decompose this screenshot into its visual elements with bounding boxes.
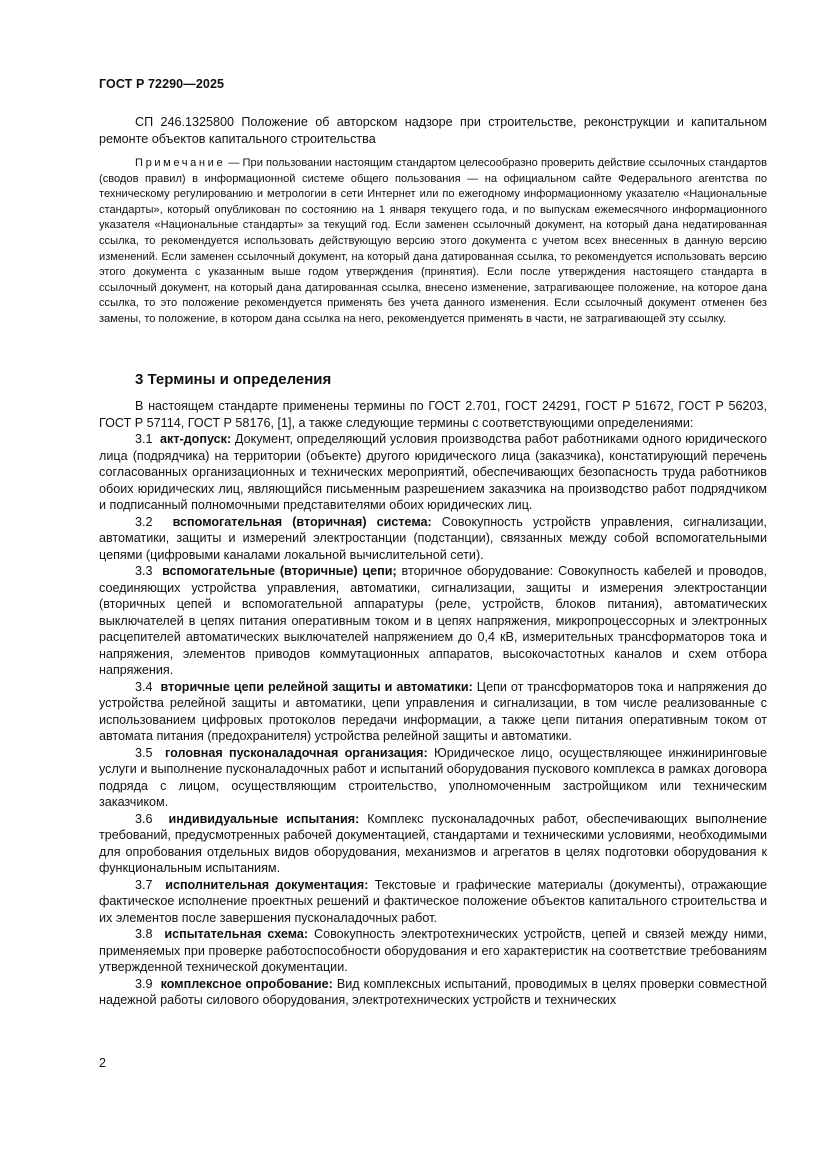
note-label: Примечание bbox=[135, 157, 226, 169]
note-text: — При пользовании настоящим стандартом целесообразно проверить действие ссылочных стандартов (сводов правил) в информационной системе общего пользования — на официальном сайте Федерального агентства по техническому регулированию и метрологии в сети Интернет или по ежегодному информационному указателю «Национальные стандарты», который опубликован по состоянию на 1 января текущего года, и по выпускам ежемесячного информационного указателя «Национальные стандарты» за текущий год. Если заменен ссылочный документ, на который дана недатированная ссылка, то рекомендуется использовать действующую версию этого документа с учетом всех внесенных в данную версию изменений. Если заменен ссылочный документ, на который дана датированная ссылка, то рекомендуется использовать версию этого документа с указанным выше годом утверждения (принятия). Если после утверждения настоящего стандарта в ссылочный документ, на который дана датированная ссылка, внесено изменение, затрагивающее положение, на которое дана ссылка, то это положение рекомендуется применять без учета данного изменения. Если ссылочный документ отменен без замены, то положение, в котором дана ссылка на него, рекомендуется применять в части, не затрагивающей эту ссылку. bbox=[99, 157, 767, 325]
term-number: 3.9 bbox=[135, 976, 153, 991]
term-definition: Текстовые и графические материалы (документы), отражающие фактическое исполнение проектных решений и фактическое положение объектов капитального строительства и их элементов после завершения пусконаладочных работ. bbox=[99, 877, 767, 925]
term-3-5 bbox=[99, 745, 767, 811]
term-title: индивидуальные испытания: bbox=[168, 811, 360, 826]
term-title: комплексное опробование: bbox=[160, 976, 333, 991]
term-title: исполнительная документация: bbox=[165, 877, 369, 892]
term-definition: Совокупность устройств управления, сигнализации, автоматики, защиты и измерений электростанции (подстанции), связанных между собой вспомогательными цепями (цифровыми каналами локальной вычислительной сети). bbox=[99, 514, 767, 562]
section-body bbox=[99, 398, 767, 1009]
section-intro: В настоящем стандарте применены термины по ГОСТ 2.701, ГОСТ 24291, ГОСТ Р 51672, ГОСТ Р 56203, ГОСТ Р 57114, ГОСТ Р 58176, [1], а также следующие термины с соответствующими определениями: bbox=[99, 399, 767, 430]
term-title: вспомогательные (вторичные) цепи; bbox=[162, 564, 397, 578]
term-title: вспомогательная (вторичная) система: bbox=[172, 514, 432, 529]
term-title: испытательная схема: bbox=[164, 927, 309, 941]
term-3-2 bbox=[99, 514, 767, 564]
term-definition: Цепи от трансформаторов тока и напряжения до устройства релейной защиты и автоматики, цепи управления и сигнализации, в том числе реализованные с использованием цифровых протоколов передачи информации, а также цепи питания оперативным током от автомата питания (предохранителя) устройства релейной защиты и автоматики. bbox=[99, 679, 767, 743]
term-3-3 bbox=[99, 563, 767, 679]
document-header: ГОСТ Р 72290—2025 bbox=[99, 77, 225, 91]
term-3-4 bbox=[99, 679, 767, 745]
term-number: 3.3 bbox=[135, 564, 153, 578]
term-number: 3.4 bbox=[135, 679, 153, 694]
term-number: 3.2 bbox=[135, 514, 153, 529]
term-3-1 bbox=[99, 431, 767, 514]
term-definition: Вид комплексных испытаний, проводимых в целях проверки совместной надежной работы силового оборудования, электротехнических устройств и технических bbox=[99, 976, 767, 1007]
term-definition: Юридическое лицо, осуществляющее инжиниринговые услуги и выполнение пусконаладочных работ и испытаний оборудования пускового комплекса в рамках договора подряда с лицом, осуществляющим строительство, уполномоченным застройщиком или техническим заказчиком. bbox=[99, 745, 768, 809]
term-number: 3.1 bbox=[135, 432, 153, 446]
term-title: вторичные цепи релейной защиты и автоматики: bbox=[160, 679, 473, 694]
term-definition: Документ, определяющий условия производства работ работниками одного юридического лица (подрядчика) на территории (объекте) другого юридического лица (заказчика), констатирующий перечень согласованных организационных и технических мероприятий, обеспечивающих безопасность труда работников обоих юридических лиц, являющийся письменным разрешением заказчика на производство работ подрядчиком и подписанный полномочными представителями обоих юридических лиц. bbox=[99, 432, 767, 512]
term-3-9 bbox=[99, 976, 767, 1009]
term-3-8 bbox=[99, 926, 767, 976]
term-number: 3.5 bbox=[135, 745, 153, 760]
note-paragraph bbox=[99, 156, 767, 328]
term-number: 3.6 bbox=[135, 811, 153, 826]
term-definition: Совокупность электротехнических устройств, цепей и связей между ними, применяемых при проверке работоспособности оборудования и его характеристик на соответствие требованиям утвержденной технической документации. bbox=[99, 927, 767, 974]
page-number: 2 bbox=[99, 1056, 106, 1070]
term-3-7 bbox=[99, 877, 767, 927]
sp-reference: СП 246.1325800 Положение об авторском надзоре при строительстве, реконструкции и капитальном ремонте объектов капитального строительства bbox=[99, 115, 767, 146]
term-definition: Комплекс пусконаладочных работ, обеспечивающих выполнение требований, предусмотренных рабочей документацией, стандартами и техническими условиями, необходимыми для опробования отдельных видов оборудования, механизмов и агрегатов в целях подготовки оборудования к функциональным испытаниям. bbox=[99, 811, 767, 875]
term-number: 3.8 bbox=[135, 927, 153, 941]
term-3-6 bbox=[99, 811, 767, 877]
term-title: акт-допуск: bbox=[160, 432, 232, 446]
term-title: головная пусконаладочная организация: bbox=[165, 745, 428, 760]
section-heading: 3 Термины и определения bbox=[135, 371, 332, 388]
term-number: 3.7 bbox=[135, 877, 153, 892]
term-definition: вторичное оборудование: Совокупность кабелей и проводов, соединяющих устройства управления, автоматики, сигнализации, защиты и измерения электростанции (вторичных цепей и вспомогательной аппаратуры (реле, устройств, блоков питания), автоматических выключателей в цепях питания оперативным током и в цепях напряжения, микропроцессорных и электронных расцепителей автоматических выключателей напряжением до 0,4 кВ, измерительных трансформаторов тока и напряжения, элементов приводов коммутационных аппаратов, высокочастотных каналов и схем отбора напряжения. bbox=[99, 564, 768, 677]
